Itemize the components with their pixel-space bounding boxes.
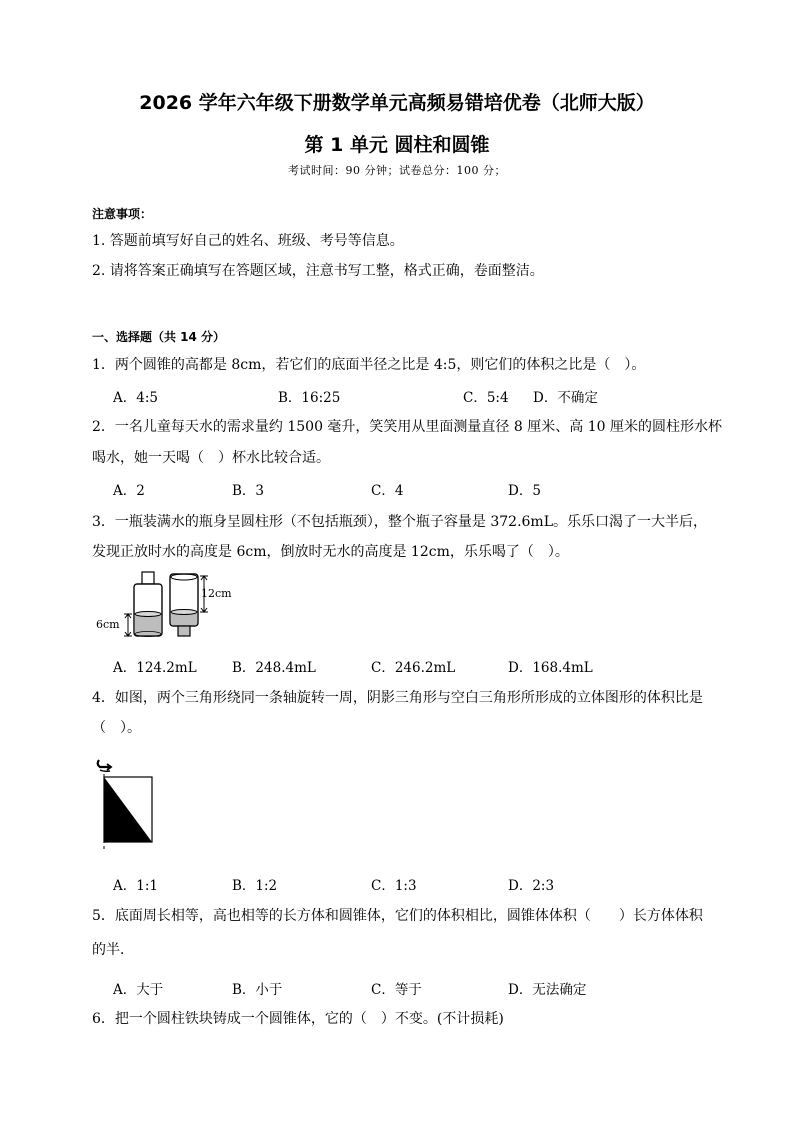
question-2-text: 2．一名儿童每天水的需求量约 1500 毫升，笑笑用从里面测量直径 8 厘米、高 10 厘米的圆柱形水杯 <box>92 419 722 435</box>
q1-option-c: C．5:4 <box>463 390 509 406</box>
question-2-text-cont: 喝水，她一天喝（ ）杯水比较合适。 <box>92 450 330 466</box>
q4-option-d: D．2:3 <box>508 878 555 894</box>
q1-option-a: A．4:5 <box>113 390 158 406</box>
question-4-text: 4．如图，两个三角形绕同一条轴旋转一周，阴影三角形与空白三角形所形成的立体图形的体积比是 <box>92 690 703 706</box>
exam-info: 考试时间：90 分钟；试卷总分：100 分； <box>288 164 506 177</box>
q1-option-b: B．16:25 <box>278 390 341 406</box>
section-heading: 一、选择题（共 14 分） <box>92 330 226 344</box>
q3-option-b: B．248.4mL <box>232 660 316 676</box>
page-title: 2026 学年六年级下册数学单元高频易错培优卷（北师大版） <box>139 92 655 114</box>
q4-option-b: B．1:2 <box>232 878 278 894</box>
q2-option-d: D．5 <box>508 483 541 499</box>
unit-title: 第 1 单元 圆柱和圆锥 <box>304 134 490 156</box>
q5-option-d: D．无法确定 <box>508 982 587 998</box>
q2-option-b: B．3 <box>232 483 265 499</box>
q2-option-c: C．4 <box>371 483 404 499</box>
notes-heading: 注意事项： <box>92 207 153 221</box>
q2-option-a: A．2 <box>113 483 145 499</box>
question-4-text-cont: （ ）。 <box>92 720 141 736</box>
question-5-text: 5．底面周长相等，高也相等的长方体和圆锥体，它们的体积相比，圆锥体体积（ ）长方体体积 <box>92 908 703 924</box>
label-6cm: 6cm <box>96 618 120 631</box>
q5-option-b: B．小于 <box>232 982 283 998</box>
question-3-text: 3．一瓶装满水的瓶身呈圆柱形（不包括瓶颈），整个瓶子容量是 372.6mL。乐乐口渴了一大半后， <box>92 514 708 530</box>
question-6-text: 6．把一个圆柱铁块铸成一个圆锥体，它的（ ）不变。(不计损耗) <box>92 1011 504 1027</box>
bottles-figure <box>90 568 250 644</box>
question-1-text: 1．两个圆锥的高都是 8cm，若它们的底面半径之比是 4:5，则它们的体积之比是（ ）。 <box>92 357 646 373</box>
note-item: 1. 答题前填写好自己的姓名、班级、考号等信息。 <box>92 233 404 249</box>
q5-option-c: C．等于 <box>371 982 422 998</box>
q1-option-d: D．不确定 <box>533 390 598 406</box>
q3-option-c: C．246.2mL <box>371 660 456 676</box>
label-12cm: 12cm <box>201 587 232 600</box>
note-item: 2. 请将答案正确填写在答题区域，注意书写工整，格式正确，卷面整洁。 <box>92 263 544 279</box>
question-5-text-cont: 的半． <box>92 942 134 958</box>
rotation-figure <box>94 756 164 856</box>
question-3-text-cont: 发现正放时水的高度是 6cm，倒放时无水的高度是 12cm，乐乐喝了（ ）。 <box>92 544 569 560</box>
q4-option-a: A．1:1 <box>113 878 158 894</box>
q5-option-a: A．大于 <box>113 982 164 998</box>
q4-option-c: C．1:3 <box>371 878 417 894</box>
q3-option-d: D．168.4mL <box>508 660 593 676</box>
q3-option-a: A．124.2mL <box>113 660 197 676</box>
